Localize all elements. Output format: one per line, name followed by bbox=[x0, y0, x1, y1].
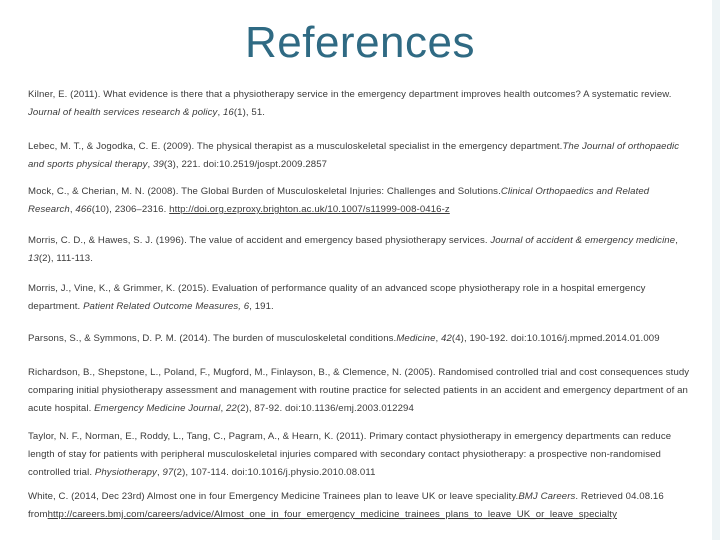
reference-tail: , 191. bbox=[249, 301, 274, 312]
reference-item bbox=[28, 183, 696, 219]
reference-journal: Medicine bbox=[396, 333, 436, 344]
reference-separator: . Retrieved 04.08.16 from bbox=[28, 491, 664, 520]
reference-text: Taylor, N. F., Norman, E., Roddy, L., Tang, C., Pagram, A., & Hearn, K. (2011). Primary contact physiotherapy in emergency departments can reduce length of stay for patients with peripheral musculoskeletal injuries compared with secondary contact physiotherapy: a prospective non-randomised controlled trial. bbox=[28, 431, 672, 478]
reference-journal: Patient Related Outcome Measures, 6 bbox=[83, 301, 250, 312]
reference-volume: 13 bbox=[28, 253, 39, 264]
reference-journal: Physiotherapy bbox=[94, 467, 157, 478]
reference-tail: (2), 111-113. bbox=[38, 253, 93, 264]
reference-volume: 42 bbox=[441, 333, 452, 344]
reference-volume: 97 bbox=[162, 467, 174, 478]
reference-text: Richardson, B., Shepstone, L., Poland, F., Mugford, M., Finlayson, B., & Clemence, N. (2005). Randomised controlled trial and cost consequences study comparing initial physiotherapy assessment and management with routine practice for selected patients in an accident and emergency department of an acute hospital. bbox=[28, 367, 690, 414]
reference-volume: 16 bbox=[222, 107, 234, 118]
reference-tail: (2), 87-92. doi:10.1136/emj.2003.012294 bbox=[236, 403, 414, 414]
reference-text: Kilner, E. (2011). What evidence is there that a physiotherapy service in the emergency department improves health outcomes? A systematic review. bbox=[28, 89, 672, 100]
reference-journal: Journal of health services research & policy bbox=[28, 107, 218, 118]
reference-item bbox=[28, 428, 696, 482]
reference-item bbox=[28, 488, 696, 524]
reference-item bbox=[28, 86, 696, 122]
reference-text: Lebec, M. T., & Jogodka, C. E. (2009). The physical therapist as a musculoskeletal specialist in the emergency department. bbox=[28, 141, 563, 152]
reference-item bbox=[28, 280, 696, 316]
reference-separator: , bbox=[69, 204, 76, 215]
reference-separator: , bbox=[435, 333, 442, 344]
reference-text: Parsons, S., & Symmons, D. P. M. (2014). The burden of musculoskeletal conditions. bbox=[28, 333, 397, 344]
reference-text: Morris, C. D., & Hawes, S. J. (1996). The value of accident and emergency based physiotherapy services. bbox=[28, 235, 491, 246]
reference-text: Morris, J., Vine, K., & Grimmer, K. (2015). Evaluation of performance quality of an advanced scope physiotherapy role in a hospital emergency department. bbox=[28, 283, 646, 312]
reference-journal: Clinical Orthopaedics and Related Research bbox=[28, 186, 650, 215]
reference-tail: (1), 51. bbox=[233, 107, 266, 118]
reference-link[interactable]: http://doi.org.ezproxy.brighton.ac.uk/10.1007/s11999-008-0416-z bbox=[169, 204, 450, 215]
reference-separator: , bbox=[156, 467, 163, 478]
reference-separator: , bbox=[217, 107, 223, 118]
reference-volume: 466 bbox=[75, 204, 92, 215]
reference-tail: (4), 190-192. doi:10.1016/j.mpmed.2014.01.009 bbox=[451, 333, 660, 344]
reference-journal: Journal of accident & emergency medicine bbox=[490, 235, 676, 246]
reference-tail: (10), 2306–2316. bbox=[91, 204, 170, 215]
reference-separator: , bbox=[220, 403, 226, 414]
reference-item bbox=[28, 364, 696, 418]
reference-separator: , bbox=[147, 159, 154, 170]
reference-volume: 39 bbox=[153, 159, 164, 170]
reference-journal: BMJ Careers bbox=[518, 491, 576, 502]
reference-tail: (2), 107-114. doi:10.1016/j.physio.2010.08.011 bbox=[173, 467, 376, 478]
reference-journal: Emergency Medicine Journal bbox=[94, 403, 221, 414]
reference-text: Mock, C., & Cherian, M. N. (2008). The Global Burden of Musculoskeletal Injuries: Challenges and Solutions. bbox=[28, 186, 501, 197]
reference-text: White, C. (2014, Dec 23rd) Almost one in four Emergency Medicine Trainees plan to leave UK or leave speciality. bbox=[28, 491, 519, 502]
reference-volume: 22 bbox=[225, 403, 237, 414]
reference-tail: (3), 221. doi:10.2519/jospt.2009.2857 bbox=[163, 159, 328, 170]
slide-edge-decoration bbox=[712, 0, 720, 540]
reference-item bbox=[28, 330, 696, 348]
reference-link[interactable]: http://careers.bmj.com/careers/advice/Almost_one_in_four_emergency_medicine_trainees_plans_to_leave_UK_or_leave_specialty bbox=[47, 509, 617, 520]
reference-separator: , bbox=[675, 235, 678, 246]
reference-journal: The Journal of orthopaedic and sports physical therapy bbox=[28, 141, 680, 170]
slide-title: References bbox=[244, 18, 475, 67]
reference-item bbox=[28, 138, 696, 174]
reference-item bbox=[28, 232, 696, 268]
